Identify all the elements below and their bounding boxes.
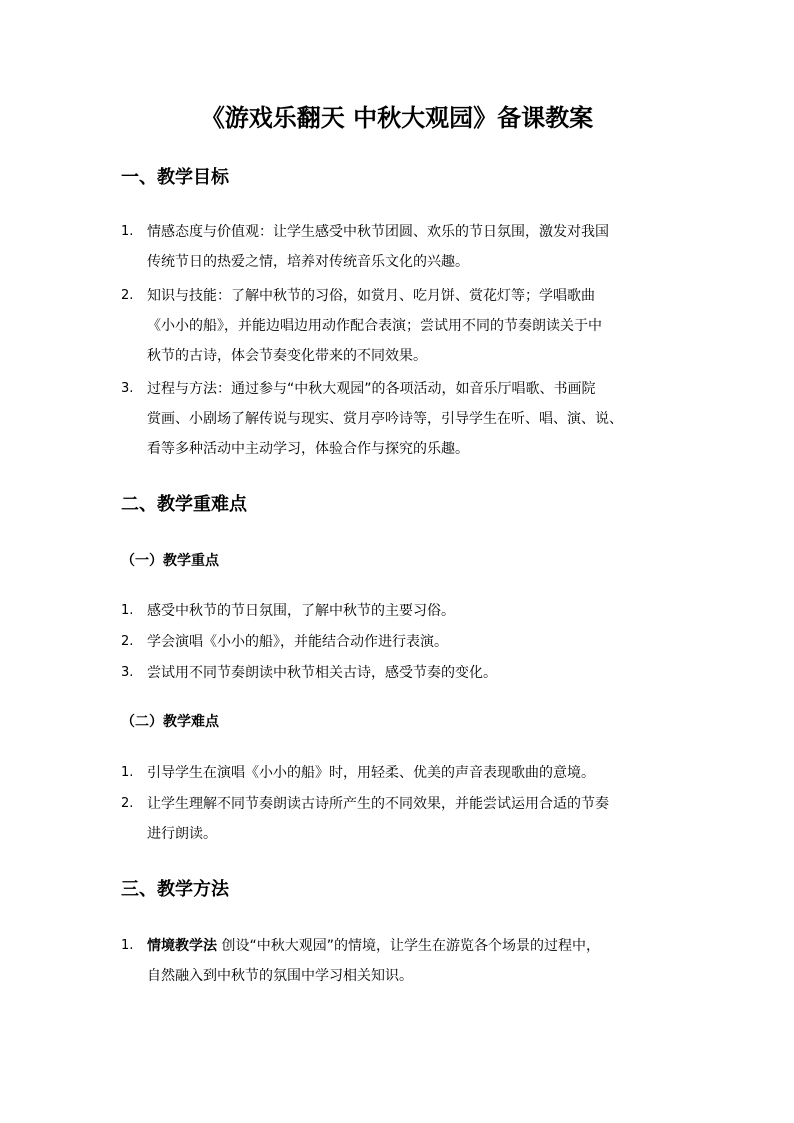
list-number: 2. <box>121 796 134 811</box>
section-heading-key-points: 二、教学重难点 <box>121 494 247 515</box>
list-text: 自然融入到中秋节的氛围中学习相关知识。 <box>147 968 413 984</box>
section-heading-objectives: 一、教学目标 <box>121 167 229 188</box>
list-item <box>121 758 681 788</box>
list-text: 情感态度与价值观：让学生感受中秋节团圆、欢乐的节日氛围，激发对我国 <box>147 224 609 240</box>
list-number: 3. <box>121 381 134 396</box>
list-number: 1. <box>121 938 134 953</box>
subsection-heading-difficulty: （二）教学难点 <box>121 714 219 730</box>
list-text: 看等多种活动中主动学习，体验合作与探究的乐趣。 <box>147 441 469 457</box>
list-text: 感受中秋节的节日氛围，了解中秋节的主要习俗。 <box>147 603 455 619</box>
method-name: 情境教学法 <box>147 938 217 954</box>
list-number: 1. <box>121 224 134 239</box>
list-item <box>121 374 681 464</box>
list-text: 传统节日的热爱之情，培养对传统音乐文化的兴趣。 <box>147 254 469 270</box>
list-number: 3. <box>121 665 134 680</box>
list-text: 秋节的古诗，体会节奏变化带来的不同效果。 <box>147 348 427 364</box>
list-item <box>121 596 681 626</box>
list-text: 赏画、小剧场了解传说与现实、赏月亭吟诗等，引导学生在听、唱、演、说、 <box>147 411 623 427</box>
list-item <box>121 217 681 277</box>
list-text: 过程与方法：通过参与“中秋大观园”的各项活动，如音乐厅唱歌、书画院 <box>147 381 596 397</box>
list-text: 学会演唱《小小的船》，并能结合动作进行表演。 <box>147 634 448 650</box>
list-number: 2. <box>121 634 134 649</box>
list-text: 让学生理解不同节奏朗读古诗所产生的不同效果，并能尝试运用合适的节奏 <box>147 796 609 812</box>
list-text: 引导学生在演唱《小小的船》时，用轻柔、优美的声音表现歌曲的意境。 <box>147 765 595 781</box>
list-item <box>121 627 681 657</box>
list-text: 尝试用不同节奏朗读中秋节相关古诗，感受节奏的变化。 <box>147 665 497 681</box>
page-title: 《游戏乐翻天 中秋大观园》备课教案 <box>200 104 594 132</box>
list-item <box>121 281 681 371</box>
list-item <box>121 658 681 688</box>
list-number: 1. <box>121 603 134 618</box>
section-heading-methods: 三、教学方法 <box>121 879 229 900</box>
list-text: 进行朗读。 <box>147 826 217 842</box>
subsection-heading-focus: （一）教学重点 <box>121 553 219 569</box>
list-item <box>121 789 681 849</box>
list-text: 《小小的船》，并能边唱边用动作配合表演；尝试用不同的节奏朗读关于中 <box>147 318 602 334</box>
list-number: 2. <box>121 288 134 303</box>
list-text: 创设“中秋大观园”的情境，让学生在游览各个场景的过程中， <box>217 938 600 954</box>
list-item <box>121 931 681 991</box>
list-number: 1. <box>121 765 134 780</box>
list-text: 知识与技能：了解中秋节的习俗，如赏月、吃月饼、赏花灯等；学唱歌曲 <box>147 288 595 304</box>
